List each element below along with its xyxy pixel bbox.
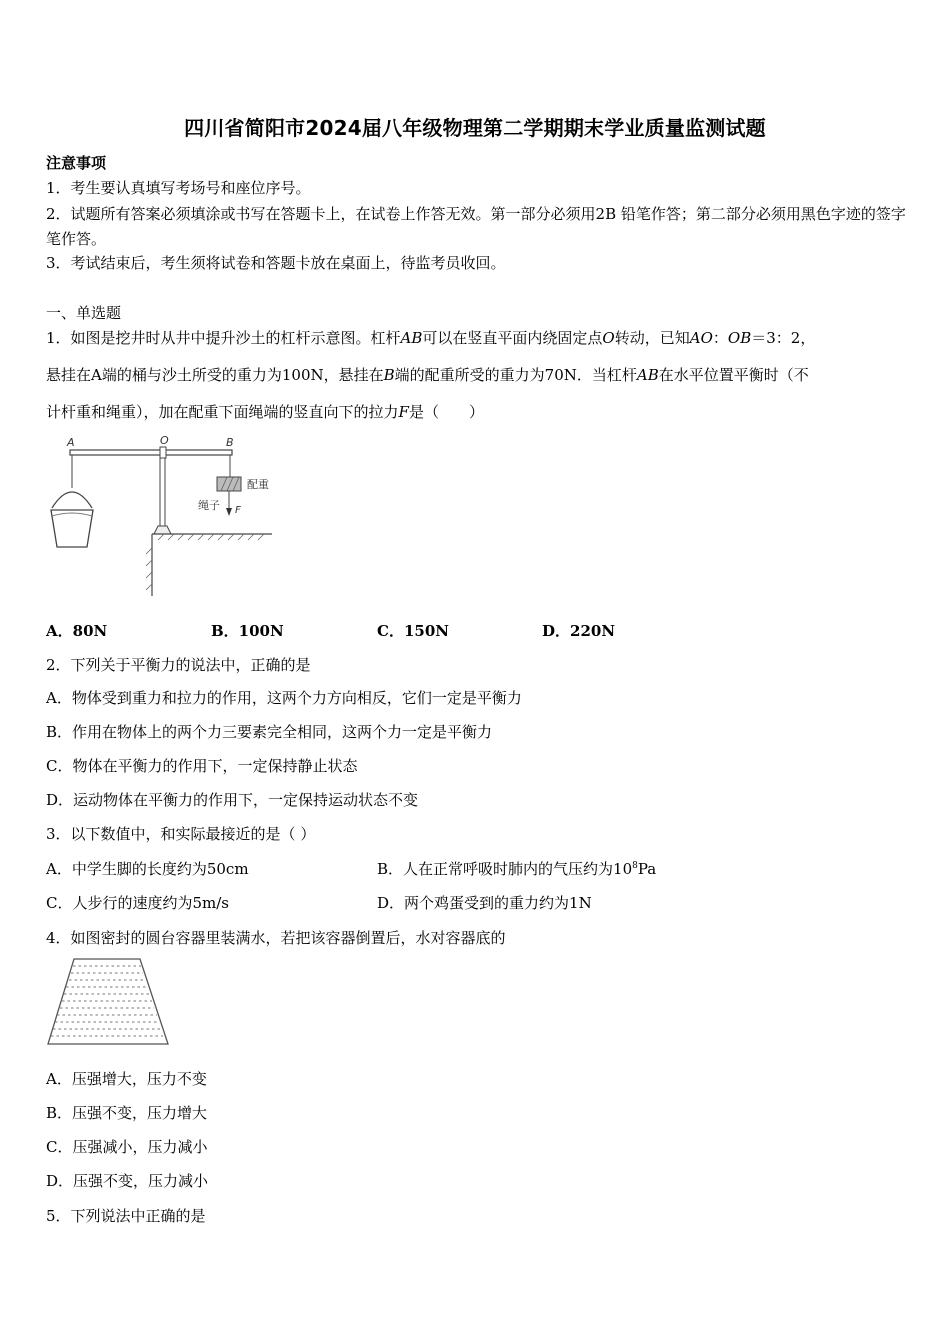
label-force: F xyxy=(235,505,241,516)
q1-option-d[interactable]: D．220N xyxy=(542,622,616,640)
notice-item-2: 2．试题所有答案必须填涂或书写在答题卡上，在试卷上作答无效。第一部分必须用2B 铅笔作答；第二部分必须用黑色字迹的签字笔作答。 xyxy=(46,205,906,248)
q1-var-ab: AB xyxy=(400,329,423,347)
q1-line-1 xyxy=(46,327,815,348)
q1-text: 转动，已知 xyxy=(614,329,690,347)
q1-text: 是（ ） xyxy=(408,403,484,421)
q1-text: ＝3：2， xyxy=(751,329,816,347)
q1-text: 端的配重所受的重力为70N．当杠杆 xyxy=(394,366,637,384)
frustum-container-diagram xyxy=(44,956,172,1048)
q2-option-a[interactable]: A．物体受到重力和拉力的作用，这两个力方向相反，它们一定是平衡力 xyxy=(46,689,522,707)
q1-var-f: F xyxy=(398,403,409,421)
label-a: A xyxy=(67,436,75,449)
q3-option-c[interactable]: C．人步行的速度约为5m/s xyxy=(46,894,229,912)
q1-var-ob: OB xyxy=(727,329,752,347)
lever-diagram xyxy=(40,430,290,600)
q2-option-c[interactable]: C．物体在平衡力的作用下，一定保持静止状态 xyxy=(46,757,358,775)
label-rope: 绳子 xyxy=(198,499,220,512)
q1-option-b[interactable]: B．100N xyxy=(211,622,284,640)
frustum-container xyxy=(48,959,168,1044)
q1-var-a: A xyxy=(91,366,102,384)
bucket xyxy=(51,510,93,547)
q4-option-d[interactable]: D．压强不变，压力减小 xyxy=(46,1172,209,1190)
q1-line-3 xyxy=(46,401,484,422)
notice-item-3: 3．考试结束后，考生须将试卷和答题卡放在桌面上，待监考员收回。 xyxy=(46,254,506,272)
q3-option-b-text: B．人在正常呼吸时肺内的气压约为10 xyxy=(377,860,633,878)
force-arrow xyxy=(226,508,232,516)
post-base xyxy=(154,526,171,534)
q1-option-a[interactable]: A．80N xyxy=(46,622,108,640)
support-post xyxy=(160,458,165,526)
q1-text: 1．如图是挖井时从井中提升沙土的杠杆示意图。杠杆 xyxy=(46,329,401,347)
q1-option-c[interactable]: C．150N xyxy=(377,622,449,640)
q4-option-c[interactable]: C．压强减小，压力减小 xyxy=(46,1138,208,1156)
bucket-handle xyxy=(52,492,92,508)
q4-option-a[interactable]: A．压强增大，压力不变 xyxy=(46,1070,207,1088)
q3-option-b-unit: Pa xyxy=(637,860,657,878)
q3-option-a[interactable]: A．中学生脚的长度约为50cm xyxy=(46,860,249,878)
ground-hatching xyxy=(146,534,264,590)
label-b: B xyxy=(226,436,234,449)
q3-option-d[interactable]: D．两个鸡蛋受到的重力约为1N xyxy=(377,894,592,912)
q3-stem: 3．以下数值中，和实际最接近的是（ ） xyxy=(46,825,316,843)
q1-var-ab: AB xyxy=(636,366,659,384)
q1-text: ： xyxy=(712,329,728,347)
q1-line-2 xyxy=(46,364,809,385)
q2-option-d[interactable]: D．运动物体在平衡力的作用下，一定保持运动状态不变 xyxy=(46,791,419,809)
q4-option-b[interactable]: B．压强不变，压力增大 xyxy=(46,1104,208,1122)
page-title: 四川省简阳市2024届八年级物理第二学期期末学业质量监测试题 xyxy=(184,116,766,140)
notice-heading: 注意事项 xyxy=(46,154,107,172)
q4-stem: 4．如图密封的圆台容器里装满水，若把该容器倒置后，水对容器底的 xyxy=(46,929,506,947)
label-o: O xyxy=(160,434,169,447)
q1-var-ao: AO xyxy=(689,329,713,347)
q1-var-b: B xyxy=(383,366,395,384)
q3-option-b[interactable] xyxy=(377,858,656,879)
q2-option-b[interactable]: B．作用在物体上的两个力三要素完全相同，这两个力一定是平衡力 xyxy=(46,723,493,741)
q1-text: 在水平位置平衡时（不 xyxy=(658,366,809,384)
counterweight xyxy=(217,477,241,491)
q3-option-b-exponent: 8 xyxy=(632,861,638,871)
q1-var-o: O xyxy=(602,329,615,347)
q1-text: 计杆重和绳重），加在配重下面绳端的竖直向下的拉力 xyxy=(46,403,399,421)
notice-item-1: 1．考生要认真填写考场号和座位序号。 xyxy=(46,179,311,197)
lever-bar xyxy=(70,450,232,455)
section-heading: 一、单选题 xyxy=(46,304,122,322)
q1-text: 悬挂在 xyxy=(46,366,92,384)
q1-text: 可以在竖直平面内绕固定点 xyxy=(422,329,603,347)
q5-stem: 5．下列说法中正确的是 xyxy=(46,1207,206,1225)
q2-stem: 2．下列关于平衡力的说法中，正确的是 xyxy=(46,656,311,674)
q1-text: 端的桶与沙土所受的重力为100N，悬挂在 xyxy=(101,366,384,384)
label-counterweight: 配重 xyxy=(247,478,269,491)
pivot-pin xyxy=(160,447,166,458)
